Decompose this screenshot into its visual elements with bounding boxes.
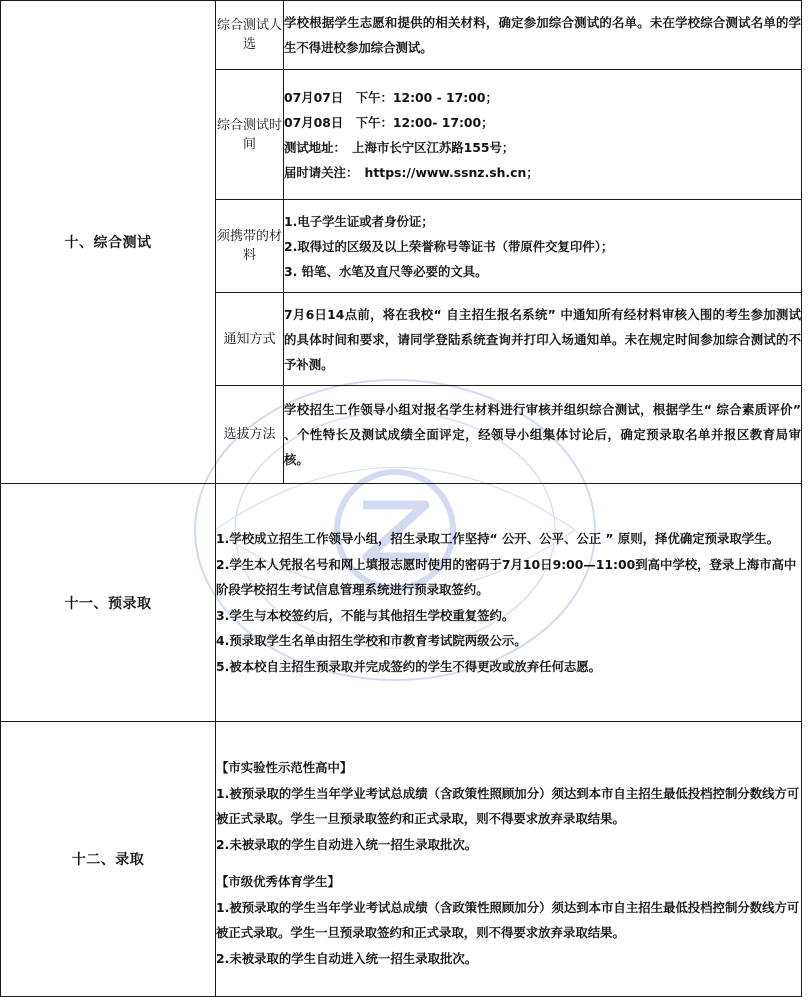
content-line: 7月6日14点前，将在我校“ 自主招生报名系统” 中通知所有经材料审核入围的考生参加测试的具体时间和要求，请同学登陆系统查询并打印入场通知单。未在规定时间参加综合测试的不予补测。 [284, 306, 801, 372]
content-line: 3. 铅笔、水笔及直尺等必要的文具。 [284, 263, 488, 279]
row-content-notification [284, 293, 802, 386]
row-label-materials: 须携带的材料 [216, 200, 284, 293]
content-line: 1.电子学生证或者身份证； [284, 213, 434, 229]
section-title-pre-admission: 十一、预录取 [1, 484, 216, 722]
row-content-materials [284, 200, 802, 293]
content-line: 2.取得过的区级及以上荣誉称号等证书（带原件交复印件）； [284, 238, 614, 254]
row-label-selection: 选拔方法 [216, 386, 284, 484]
content-line: 07月08日 下午：12:00- 17:00； [284, 114, 494, 130]
content-line: 1.学校成立招生工作领导小组，招生录取工作坚持“ 公开、公平、公正 ” 原则，择优确定预录取学生。 [216, 531, 779, 546]
content-line: 5.被本校自主招生预录取并完成签约的学生不得更改或放弃任何志愿。 [216, 658, 602, 674]
group-heading: 【市级优秀体育学生】 [216, 874, 340, 889]
content-line: 1.被预录取的学生当年学业考试总成绩（含政策性照顾加分）须达到本市自主招生最低投档控制分数线方可被正式录取。学生一旦预录取签约和正式录取，则不得要求放弃录取结果。 [216, 899, 800, 940]
content-line: 2.未被录取的学生自动进入统一招生录取批次。 [216, 836, 478, 852]
content-line: 1.被预录取的学生当年学业考试总成绩（含政策性照顾加分）须达到本市自主招生最低投档控制分数线方可被正式录取。学生一旦预录取签约和正式录取，则不得要求放弃录取结果。 [216, 785, 800, 826]
content-line: 学校根据学生志愿和提供的相关材料，确定参加综合测试的名单。未在学校综合测试名单的学生不得进校参加综合测试。 [284, 15, 801, 55]
content-line: 2.未被录取的学生自动进入统一招生录取批次。 [216, 950, 478, 966]
row-content-test-time [284, 70, 802, 200]
content-line: 3.学生与本校签约后，不能与其他招生学校重复签约。 [216, 607, 515, 623]
content-line: 测试地址： 上海市长宁区江苏路155号； [284, 139, 515, 155]
row-label-test-time: 综合测试时间 [216, 70, 284, 200]
table-row [1, 1, 802, 70]
section-content-admission [216, 722, 802, 997]
section-title-admission: 十二、录取 [1, 722, 216, 997]
row-label-candidates: 综合测试人选 [216, 1, 284, 70]
section-content-pre-admission [216, 484, 802, 722]
content-line: 2.学生本人凭报名号和网上填报志愿时使用的密码于7月10日9:00—11:00到高中学校，登录上海市高中阶段学校招生考试信息管理系统进行预录取签约。 [216, 556, 797, 597]
row-content-selection [284, 386, 802, 484]
content-line: 届时请关注： https://www.ssnz.sh.cn； [284, 164, 539, 180]
content-line: 4.预录取学生名单由招生学校和市教育考试院两级公示。 [216, 633, 527, 648]
group-heading: 【市实验性示范性高中】 [216, 760, 353, 775]
table-row [1, 722, 802, 997]
row-content-candidates [284, 1, 802, 70]
content-line: 07月07日 下午：12:00 - 17:00； [284, 89, 498, 105]
spacer [216, 857, 801, 869]
table-row [1, 484, 802, 722]
row-label-notification: 通知方式 [216, 293, 284, 386]
content-line: 学校招生工作领导小组对报名学生材料进行审核并组织综合测试，根据学生“ 综合素质评价” 、个性特长及测试成绩全面评定，经领导小组集体讨论后，确定预录取名单并报区教育局审核。 [284, 402, 801, 467]
section-title-comprehensive-test: 十、综合测试 [1, 1, 216, 484]
